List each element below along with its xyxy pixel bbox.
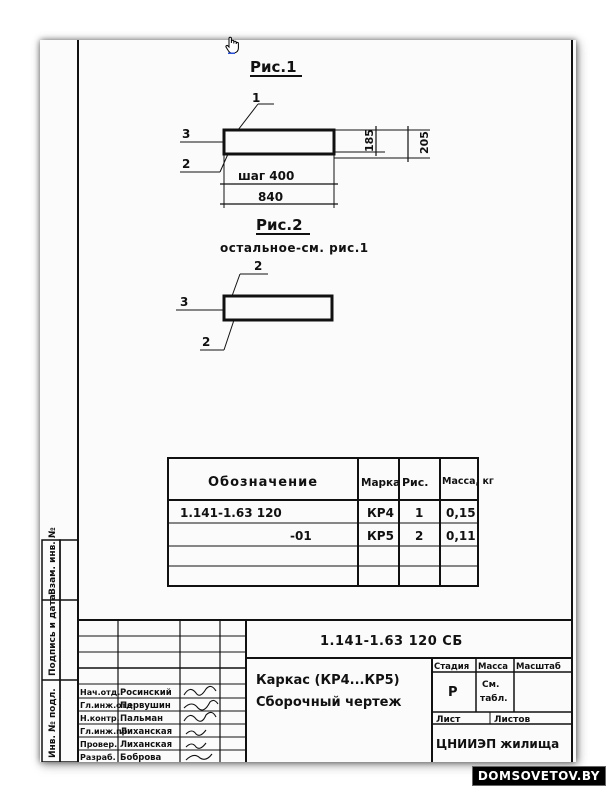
table-row2-mark: КР5 [367,529,394,543]
mass-header: Масса [478,662,509,672]
spec-table [168,458,494,586]
org-name: ЦНИИЭП жилища [436,737,560,751]
table-row2-designation: -01 [290,529,312,543]
table-row1-fig: 1 [415,506,424,520]
table-row1-designation: 1.141-1.63 120 [180,506,282,520]
role-0: Нач.отд. [80,688,121,697]
fig2-leader-top: 2 [254,259,263,273]
drawing-svg [40,40,576,762]
role-5: Разраб. [80,753,116,762]
stage-value: Р [448,685,458,700]
mass-value-1: См. [482,680,500,690]
length-label: 840 [258,190,284,204]
table-row2-fig: 2 [415,529,424,543]
signatures [184,686,218,760]
sheets-label: Листов [494,715,531,725]
name-2: Пальман [120,714,164,724]
fig2-leader-2: 2 [202,335,211,349]
name-4: Лиханская [120,740,173,750]
leader-2: 2 [182,157,191,171]
name-0: Росинский [120,688,172,698]
sheet-frame [78,40,572,762]
margin-label-sign-date: Подпись и дата [48,594,58,676]
step-label: шаг 400 [238,169,295,183]
name-1: Первушин [120,701,171,711]
name-5: Боброва [120,753,162,762]
title-line-1: Каркас (КР4...КР5) [256,673,400,688]
table-header-fig: Рис. [402,476,429,489]
figure-2-note: остальное-см. рис.1 [220,241,369,255]
role-2: Н.контр. [80,714,120,723]
leader-1: 1 [252,91,261,105]
role-4: Провер. [80,740,118,749]
dim-205-label: 205 [418,131,431,154]
stage-header: Стадия [434,662,470,672]
drawing-sheet [40,40,576,762]
role-3: Гл.инж.пр. [80,727,131,736]
figure-2-title: Рис.2 [256,216,303,234]
figure-2 [176,216,369,350]
mass-value-2: табл. [480,694,508,704]
table-header-mark: Марка [361,477,401,489]
dim-185-label: 185 [363,129,376,152]
role-1: Гл.инж.отд. [80,701,136,710]
figure-1 [180,58,431,208]
table-header-mass: Масса, кг [442,476,494,487]
title-block [78,620,572,762]
hand-cursor-icon [224,36,240,54]
table-header-designation: Обозначение [208,475,319,490]
title-line-2: Сборочный чертеж [256,695,402,710]
leader-3: 3 [182,127,191,141]
table-row1-mass: 0,15 [446,506,476,520]
margin-label-inv: Инв. № подл. [48,688,58,758]
frame-rect-1 [224,130,334,154]
doc-code: 1.141-1.63 120 СБ [320,634,463,649]
name-3: Лиханская [120,727,173,737]
fig2-leader-3: 3 [180,295,189,309]
margin-label-replace: Взам. инв. № [48,527,58,595]
table-row2-mass: 0,11 [446,529,476,543]
sheet-label: Лист [436,715,461,725]
table-row1-mark: КР4 [367,506,394,520]
frame-rect-2 [224,296,332,320]
left-margin-stamp [42,527,78,762]
scale-header: Масштаб [516,662,561,672]
watermark: DOMSOVETOV.BY [472,766,606,786]
figure-1-title: Рис.1 [250,58,297,76]
